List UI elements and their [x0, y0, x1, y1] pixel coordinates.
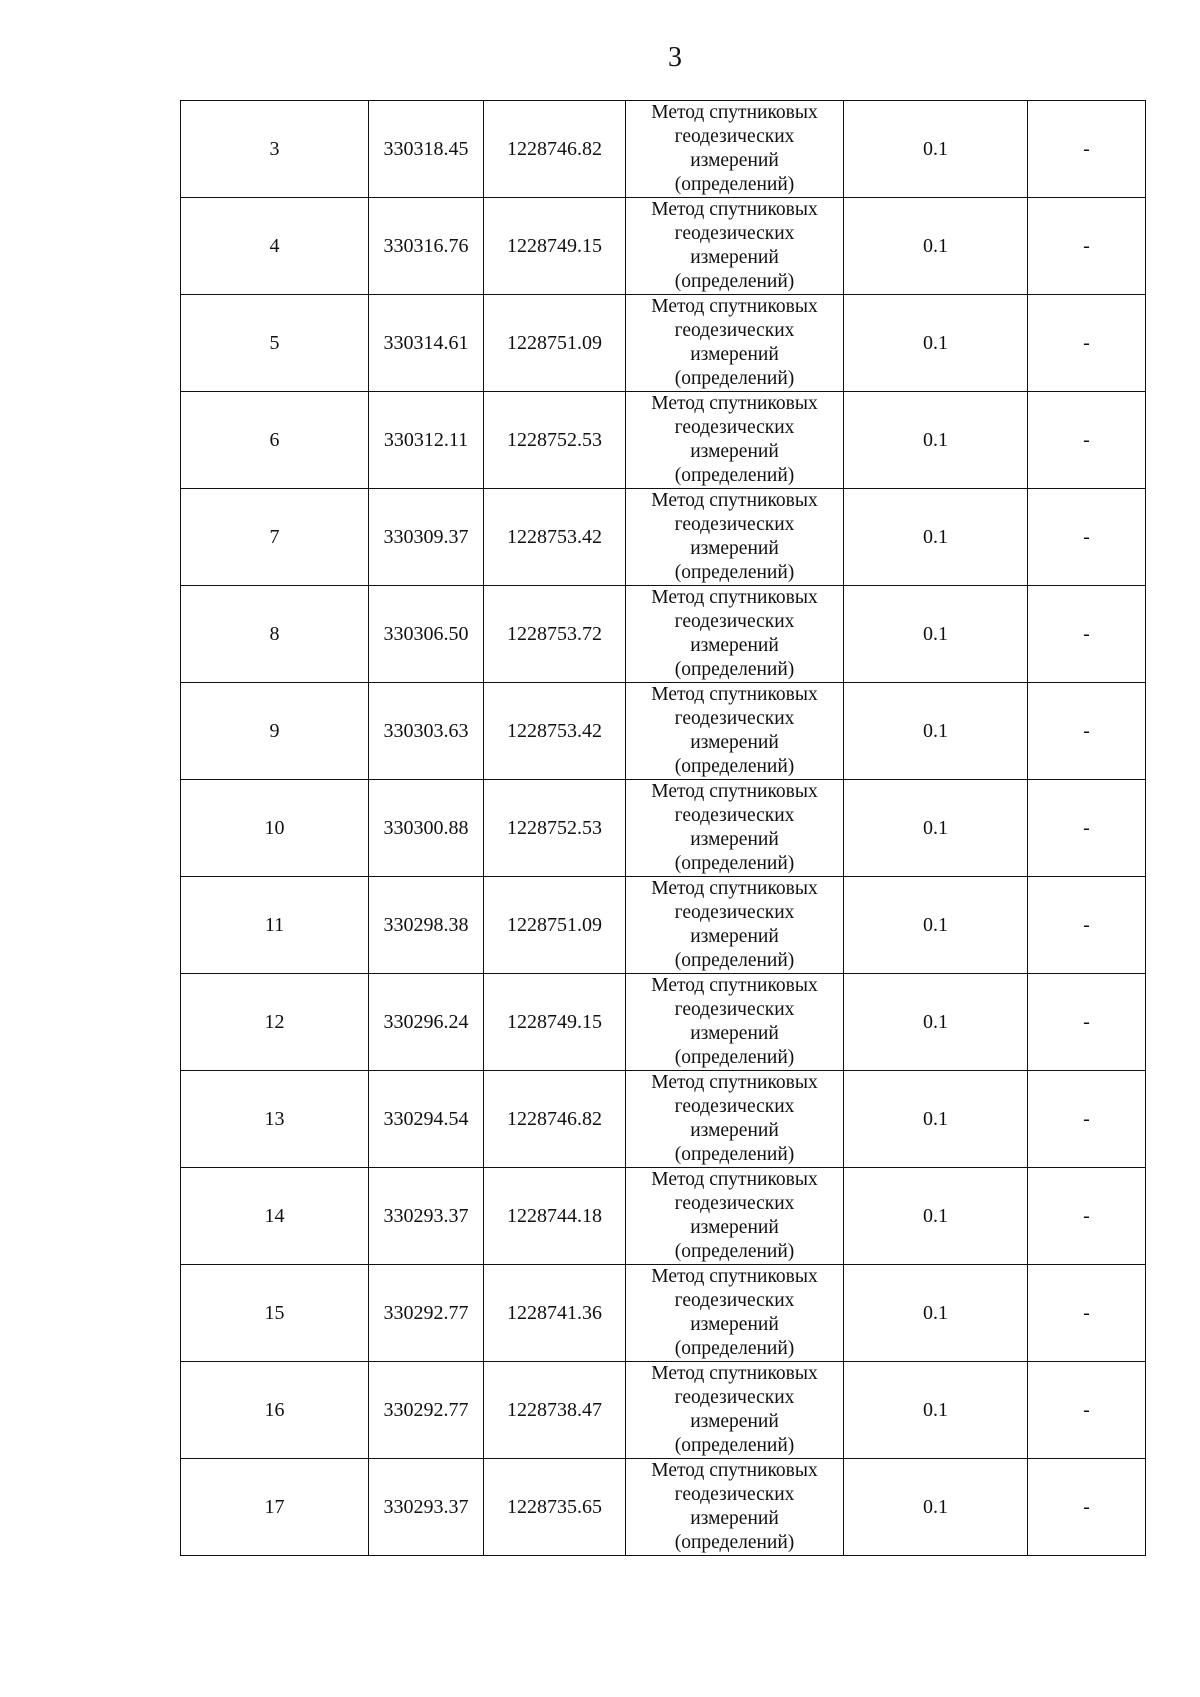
cell-precision	[844, 780, 1028, 877]
cell-note	[1028, 974, 1146, 1071]
cell-method	[626, 101, 844, 198]
cell-method-text: Метод спутниковых геодезических измерений (определений)	[651, 878, 818, 971]
cell-coordinate-x-text: 330294.54	[383, 1108, 469, 1130]
cell-method	[626, 683, 844, 780]
cell-method	[626, 1362, 844, 1459]
cell-note-text: -	[1083, 1302, 1090, 1324]
cell-note	[1028, 780, 1146, 877]
cell-point-number-text: 11	[264, 914, 285, 936]
cell-method-text: Метод спутниковых геодезических измерений (определений)	[651, 393, 818, 486]
table-row	[181, 1459, 1146, 1556]
cell-point-number	[181, 295, 369, 392]
cell-point-number	[181, 489, 369, 586]
cell-method-text: Метод спутниковых геодезических измерений (определений)	[651, 102, 818, 195]
cell-coordinate-y	[484, 1362, 626, 1459]
cell-method	[626, 1168, 844, 1265]
cell-coordinate-x-text: 330312.11	[383, 429, 469, 451]
cell-coordinate-y	[484, 198, 626, 295]
cell-precision-text: 0.1	[923, 1011, 948, 1033]
cell-note	[1028, 101, 1146, 198]
cell-precision-text: 0.1	[923, 138, 948, 160]
cell-coordinate-x	[369, 780, 484, 877]
cell-point-number	[181, 974, 369, 1071]
table-row	[181, 683, 1146, 780]
cell-point-number-text: 16	[264, 1399, 285, 1421]
cell-coordinate-y	[484, 974, 626, 1071]
cell-method	[626, 586, 844, 683]
cell-point-number-text: 9	[269, 720, 280, 742]
cell-note	[1028, 392, 1146, 489]
cell-method-text: Метод спутниковых геодезических измерений (определений)	[651, 1460, 818, 1553]
table-body	[181, 101, 1146, 1556]
cell-precision	[844, 1459, 1028, 1556]
cell-method-text: Метод спутниковых геодезических измерений (определений)	[651, 296, 818, 389]
cell-point-number-text: 7	[269, 526, 280, 548]
cell-coordinate-y-text: 1228735.65	[507, 1496, 602, 1518]
cell-method	[626, 1265, 844, 1362]
cell-method-text: Метод спутниковых геодезических измерений (определений)	[651, 781, 818, 874]
cell-note-text: -	[1083, 1108, 1090, 1130]
cell-note-text: -	[1083, 1011, 1090, 1033]
cell-coordinate-x	[369, 1265, 484, 1362]
cell-method	[626, 1459, 844, 1556]
cell-note	[1028, 877, 1146, 974]
cell-coordinate-x-text: 330318.45	[383, 138, 469, 160]
cell-note	[1028, 586, 1146, 683]
cell-coordinate-y-text: 1228749.15	[507, 235, 602, 257]
cell-note-text: -	[1083, 429, 1090, 451]
cell-precision	[844, 1071, 1028, 1168]
cell-note-text: -	[1083, 235, 1090, 257]
cell-method	[626, 974, 844, 1071]
cell-coordinate-y	[484, 586, 626, 683]
cell-point-number	[181, 101, 369, 198]
table-row	[181, 974, 1146, 1071]
cell-method-text: Метод спутниковых геодезических измерений (определений)	[651, 1363, 818, 1456]
cell-precision-text: 0.1	[923, 1399, 948, 1421]
table-row	[181, 1265, 1146, 1362]
cell-point-number-text: 5	[269, 332, 280, 354]
cell-coordinate-y-text: 1228753.42	[507, 526, 602, 548]
cell-coordinate-x-text: 330309.37	[383, 526, 469, 548]
cell-note	[1028, 1362, 1146, 1459]
table-row	[181, 1168, 1146, 1265]
cell-note-text: -	[1083, 720, 1090, 742]
cell-coordinate-y-text: 1228753.42	[507, 720, 602, 742]
cell-point-number	[181, 877, 369, 974]
cell-note	[1028, 683, 1146, 780]
cell-method-text: Метод спутниковых геодезических измерений (определений)	[651, 975, 818, 1068]
cell-coordinate-x-text: 330314.61	[383, 332, 469, 354]
cell-coordinate-y-text: 1228752.53	[507, 429, 602, 451]
cell-precision	[844, 877, 1028, 974]
cell-point-number	[181, 1071, 369, 1168]
cell-coordinate-x	[369, 295, 484, 392]
cell-precision-text: 0.1	[923, 1496, 948, 1518]
cell-coordinate-y-text: 1228744.18	[507, 1205, 602, 1227]
cell-point-number	[181, 1168, 369, 1265]
table-row	[181, 295, 1146, 392]
cell-note-text: -	[1083, 138, 1090, 160]
cell-precision	[844, 101, 1028, 198]
cell-method	[626, 489, 844, 586]
cell-precision	[844, 489, 1028, 586]
cell-coordinate-x-text: 330293.37	[383, 1496, 469, 1518]
cell-note	[1028, 1265, 1146, 1362]
cell-method-text: Метод спутниковых геодезических измерений (определений)	[651, 199, 818, 292]
cell-coordinate-y-text: 1228753.72	[507, 623, 602, 645]
cell-coordinate-y	[484, 295, 626, 392]
cell-coordinate-y	[484, 101, 626, 198]
cell-coordinate-y	[484, 392, 626, 489]
cell-precision-text: 0.1	[923, 1108, 948, 1130]
cell-point-number-text: 6	[269, 429, 280, 451]
cell-point-number	[181, 780, 369, 877]
cell-coordinate-x	[369, 877, 484, 974]
cell-precision	[844, 198, 1028, 295]
cell-method	[626, 295, 844, 392]
cell-point-number	[181, 586, 369, 683]
cell-coordinate-y-text: 1228752.53	[507, 817, 602, 839]
cell-note-text: -	[1083, 817, 1090, 839]
cell-coordinate-y	[484, 1265, 626, 1362]
cell-coordinate-y	[484, 683, 626, 780]
cell-coordinate-x-text: 330316.76	[383, 235, 469, 257]
cell-note-text: -	[1083, 914, 1090, 936]
cell-point-number-text: 10	[264, 817, 285, 839]
page-number: 3	[668, 42, 682, 73]
cell-precision-text: 0.1	[923, 623, 948, 645]
cell-method-text: Метод спутниковых геодезических измерений (определений)	[651, 1072, 818, 1165]
cell-note-text: -	[1083, 526, 1090, 548]
cell-note	[1028, 489, 1146, 586]
cell-coordinate-x	[369, 392, 484, 489]
cell-note	[1028, 1168, 1146, 1265]
cell-point-number-text: 15	[264, 1302, 285, 1324]
cell-method	[626, 392, 844, 489]
cell-method-text: Метод спутниковых геодезических измерений (определений)	[651, 587, 818, 680]
cell-note	[1028, 198, 1146, 295]
cell-precision	[844, 295, 1028, 392]
table-row	[181, 1362, 1146, 1459]
cell-coordinate-x	[369, 101, 484, 198]
cell-coordinate-x	[369, 1071, 484, 1168]
cell-method-text: Метод спутниковых геодезических измерений (определений)	[651, 1266, 818, 1359]
cell-note-text: -	[1083, 1205, 1090, 1227]
cell-precision-text: 0.1	[923, 914, 948, 936]
cell-coordinate-x-text: 330292.77	[383, 1302, 469, 1324]
table-row	[181, 101, 1146, 198]
cell-coordinate-y-text: 1228749.15	[507, 1011, 602, 1033]
cell-note-text: -	[1083, 623, 1090, 645]
cell-precision	[844, 392, 1028, 489]
cell-point-number	[181, 1362, 369, 1459]
cell-precision-text: 0.1	[923, 526, 948, 548]
cell-coordinate-y	[484, 877, 626, 974]
cell-note	[1028, 295, 1146, 392]
cell-precision-text: 0.1	[923, 429, 948, 451]
cell-method	[626, 1071, 844, 1168]
cell-method	[626, 780, 844, 877]
cell-precision	[844, 586, 1028, 683]
cell-point-number	[181, 1265, 369, 1362]
cell-coordinate-y-text: 1228738.47	[507, 1399, 602, 1421]
cell-note	[1028, 1071, 1146, 1168]
cell-precision	[844, 683, 1028, 780]
table-row	[181, 586, 1146, 683]
cell-coordinate-y-text: 1228741.36	[507, 1302, 602, 1324]
cell-coordinate-x	[369, 1459, 484, 1556]
cell-coordinate-x-text: 330300.88	[383, 817, 469, 839]
cell-coordinate-x-text: 330293.37	[383, 1205, 469, 1227]
cell-method-text: Метод спутниковых геодезических измерений (определений)	[651, 1169, 818, 1262]
cell-coordinate-x	[369, 198, 484, 295]
cell-coordinate-y-text: 1228746.82	[507, 138, 602, 160]
cell-precision-text: 0.1	[923, 1205, 948, 1227]
cell-point-number	[181, 198, 369, 295]
cell-precision	[844, 1265, 1028, 1362]
cell-coordinate-x	[369, 489, 484, 586]
cell-coordinate-x-text: 330306.50	[383, 623, 469, 645]
cell-coordinate-y-text: 1228751.09	[507, 332, 602, 354]
table-row	[181, 780, 1146, 877]
cell-coordinate-y	[484, 1168, 626, 1265]
table-row	[181, 489, 1146, 586]
cell-precision-text: 0.1	[923, 1302, 948, 1324]
cell-precision	[844, 1168, 1028, 1265]
cell-method-text: Метод спутниковых геодезических измерений (определений)	[651, 490, 818, 583]
cell-note-text: -	[1083, 1496, 1090, 1518]
cell-method	[626, 877, 844, 974]
cell-coordinate-x-text: 330298.38	[383, 914, 469, 936]
cell-point-number	[181, 392, 369, 489]
cell-coordinate-y	[484, 1071, 626, 1168]
table-row	[181, 392, 1146, 489]
cell-coordinate-y-text: 1228746.82	[507, 1108, 602, 1130]
cell-coordinate-x	[369, 683, 484, 780]
coordinates-table	[180, 100, 1146, 1556]
cell-point-number-text: 13	[264, 1108, 285, 1130]
cell-coordinate-x	[369, 586, 484, 683]
cell-method	[626, 198, 844, 295]
cell-coordinate-x	[369, 1168, 484, 1265]
table-row	[181, 877, 1146, 974]
cell-precision	[844, 974, 1028, 1071]
cell-point-number	[181, 683, 369, 780]
cell-coordinate-x-text: 330303.63	[383, 720, 469, 742]
cell-point-number-text: 4	[269, 235, 280, 257]
cell-note-text: -	[1083, 332, 1090, 354]
cell-precision-text: 0.1	[923, 332, 948, 354]
cell-precision-text: 0.1	[923, 720, 948, 742]
cell-coordinate-x-text: 330296.24	[383, 1011, 469, 1033]
cell-method-text: Метод спутниковых геодезических измерений (определений)	[651, 684, 818, 777]
table-row	[181, 198, 1146, 295]
table-row	[181, 1071, 1146, 1168]
cell-precision-text: 0.1	[923, 817, 948, 839]
cell-coordinate-y	[484, 489, 626, 586]
cell-coordinate-x	[369, 974, 484, 1071]
cell-point-number	[181, 1459, 369, 1556]
cell-note	[1028, 1459, 1146, 1556]
cell-point-number-text: 8	[269, 623, 280, 645]
cell-coordinate-y	[484, 1459, 626, 1556]
cell-point-number-text: 17	[264, 1496, 285, 1518]
cell-coordinate-x-text: 330292.77	[383, 1399, 469, 1421]
cell-coordinate-y-text: 1228751.09	[507, 914, 602, 936]
cell-point-number-text: 14	[264, 1205, 285, 1227]
cell-note-text: -	[1083, 1399, 1090, 1421]
cell-precision	[844, 1362, 1028, 1459]
cell-coordinate-x	[369, 1362, 484, 1459]
cell-precision-text: 0.1	[923, 235, 948, 257]
cell-coordinate-y	[484, 780, 626, 877]
cell-point-number-text: 3	[269, 138, 280, 160]
cell-point-number-text: 12	[264, 1011, 285, 1033]
